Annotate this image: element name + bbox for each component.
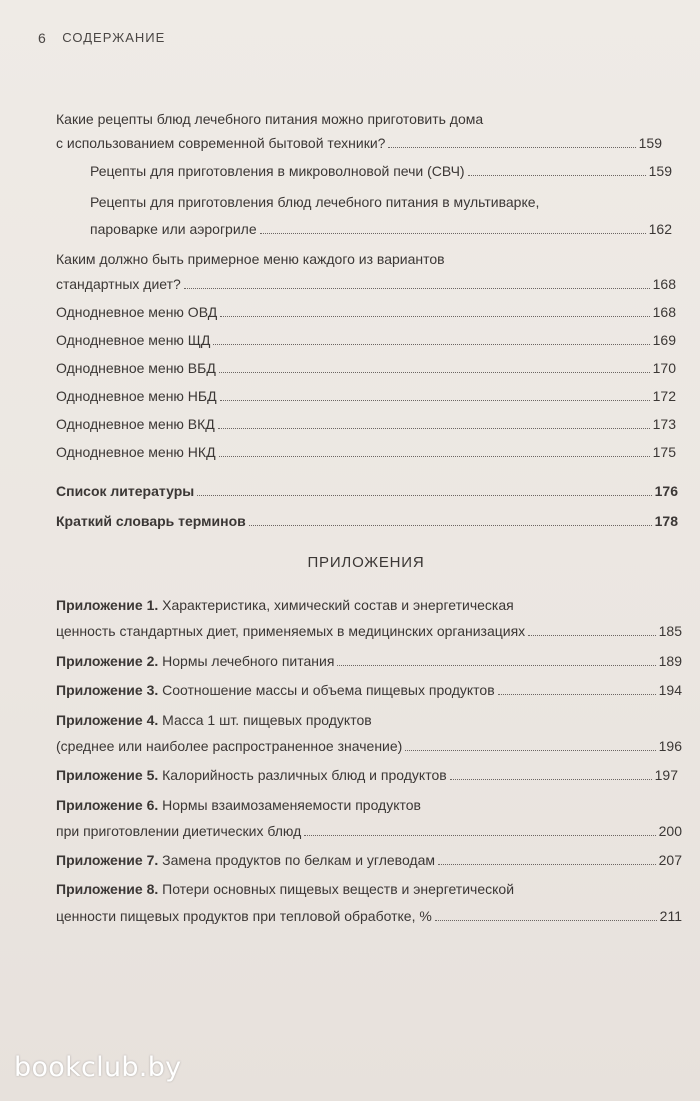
toc-entry-line: Какие рецепты блюд лечебного питания можно приготовить дома bbox=[56, 111, 484, 127]
appendix-label: Приложение 2. bbox=[56, 653, 159, 669]
appendix-title: ценности пищевых продуктов при тепловой обработке, % bbox=[56, 908, 432, 924]
toc-page-number: 189 bbox=[658, 653, 682, 669]
appendix-label: Приложение 7. bbox=[56, 852, 159, 868]
dot-leader bbox=[528, 635, 655, 636]
toc-entry[interactable] bbox=[90, 162, 672, 180]
toc-entry-title: Список литературы bbox=[56, 483, 195, 499]
appendix-title-text: Калорийность различных блюд и продуктов bbox=[158, 767, 447, 783]
toc-entry-menu-shd[interactable] bbox=[56, 331, 676, 349]
appendix-title: Характеристика, химический состав и энергетическая bbox=[158, 597, 514, 613]
toc-page-number: 162 bbox=[648, 221, 672, 237]
toc-entry-title: Рецепты для приготовления в микроволновой печи (СВЧ) bbox=[90, 163, 465, 179]
appendix-label: Приложение 8. bbox=[56, 881, 159, 897]
appendix-entry-line bbox=[56, 880, 514, 898]
toc-page-number: 185 bbox=[658, 623, 682, 639]
appendix-title-text: Нормы лечебного питания bbox=[158, 653, 335, 669]
toc-page-number: 178 bbox=[654, 513, 678, 529]
toc-page-number: 211 bbox=[659, 908, 682, 924]
dot-leader bbox=[184, 288, 650, 289]
appendix-title bbox=[56, 652, 334, 670]
toc-entry-menu-ovd[interactable] bbox=[56, 303, 676, 321]
dot-leader bbox=[249, 525, 652, 526]
toc-page-number: 159 bbox=[638, 135, 662, 151]
appendix-entry-6[interactable] bbox=[56, 822, 682, 840]
dot-leader bbox=[197, 495, 651, 496]
toc-page-number: 170 bbox=[652, 360, 676, 376]
toc-page-number: 207 bbox=[658, 852, 682, 868]
dot-leader bbox=[304, 835, 655, 836]
appendix-label: Приложение 4. bbox=[56, 712, 159, 728]
toc-entry-title: Однодневное меню ВБД bbox=[56, 360, 216, 376]
appendix-label: Приложение 1. bbox=[56, 597, 159, 613]
appendix-title-text: Замена продуктов по белкам и углеводам bbox=[158, 852, 436, 868]
toc-page-number: 168 bbox=[652, 304, 676, 320]
dot-leader bbox=[388, 147, 635, 148]
appendix-label: Приложение 6. bbox=[56, 797, 159, 813]
appendix-title: (среднее или наиболее распространенное значение) bbox=[56, 738, 403, 754]
toc-entry-menu-vbd[interactable] bbox=[56, 359, 676, 377]
toc-page-number: 172 bbox=[652, 388, 676, 404]
appendix-title: ценность стандартных диет, применяемых в медицинских организациях bbox=[56, 623, 526, 639]
page-number: 6 bbox=[38, 30, 47, 46]
toc-entry-title: Однодневное меню ЩД bbox=[56, 332, 211, 348]
appendix-label: Приложение 3. bbox=[56, 682, 159, 698]
appendix-entry-3[interactable] bbox=[56, 681, 682, 699]
toc-entry-title: Краткий словарь терминов bbox=[56, 513, 246, 529]
toc-entry-title: пароварке или аэрогриле bbox=[90, 221, 257, 237]
appendix-entry-7[interactable] bbox=[56, 851, 682, 869]
toc-entry[interactable] bbox=[56, 275, 676, 293]
toc-page-number: 196 bbox=[658, 738, 682, 754]
toc-entry[interactable] bbox=[56, 134, 662, 152]
toc-entry-title: с использованием современной бытовой техники? bbox=[56, 135, 386, 151]
appendix-entry-line bbox=[56, 596, 514, 614]
dot-leader bbox=[219, 372, 650, 373]
toc-entry-literature[interactable] bbox=[56, 482, 678, 500]
toc-entry-menu-nbd[interactable] bbox=[56, 387, 676, 405]
appendix-title bbox=[56, 851, 435, 869]
dot-leader bbox=[450, 779, 652, 780]
toc-page-number: 169 bbox=[652, 332, 676, 348]
appendix-entry-5[interactable] bbox=[56, 766, 678, 784]
dot-leader bbox=[405, 750, 655, 751]
appendix-entry-line bbox=[56, 796, 421, 814]
dot-leader bbox=[337, 665, 655, 666]
toc-page-number: 200 bbox=[658, 823, 682, 839]
dot-leader bbox=[218, 428, 650, 429]
appendix-title: Нормы взаимозаменяемости продуктов bbox=[158, 797, 421, 813]
appendix-title: Масса 1 шт. пищевых продуктов bbox=[158, 712, 372, 728]
dot-leader bbox=[438, 864, 656, 865]
toc-page-number: 197 bbox=[654, 767, 678, 783]
appendix-label: Приложение 5. bbox=[56, 767, 159, 783]
appendix-section-title: ПРИЛОЖЕНИЯ bbox=[307, 554, 425, 571]
site-watermark: bookclub.by bbox=[14, 1052, 182, 1083]
dot-leader bbox=[220, 316, 649, 317]
toc-entry-title: Однодневное меню НКД bbox=[56, 444, 216, 460]
appendix-title: при приготовлении диетических блюд bbox=[56, 823, 302, 839]
dot-leader bbox=[220, 400, 650, 401]
appendix-entry-8[interactable] bbox=[56, 907, 682, 925]
dot-leader bbox=[219, 456, 650, 457]
toc-entry-glossary[interactable] bbox=[56, 512, 678, 530]
toc-entry-menu-nkd[interactable] bbox=[56, 443, 676, 461]
toc-page-number: 194 bbox=[658, 682, 682, 698]
toc-entry[interactable] bbox=[90, 220, 672, 238]
appendix-entry-4[interactable] bbox=[56, 737, 682, 755]
dot-leader bbox=[468, 175, 646, 176]
toc-entry-title: Однодневное меню ВКД bbox=[56, 416, 215, 432]
toc-page-number: 175 bbox=[652, 444, 676, 460]
toc-entry-title: Однодневное меню НБД bbox=[56, 388, 217, 404]
appendix-title: Потери основных пищевых веществ и энергетической bbox=[158, 881, 515, 897]
appendix-entry-1[interactable] bbox=[56, 622, 682, 640]
page-title: СОДЕРЖАНИЕ bbox=[62, 30, 166, 45]
toc-page-number: 173 bbox=[652, 416, 676, 432]
toc-page-number: 159 bbox=[648, 163, 672, 179]
toc-page-number: 168 bbox=[652, 276, 676, 292]
toc-entry-title: стандартных диет? bbox=[56, 276, 181, 292]
appendix-entry-line bbox=[56, 711, 372, 729]
toc-entry-title: Однодневное меню ОВД bbox=[56, 304, 218, 320]
toc-page-number: 176 bbox=[654, 483, 678, 499]
toc-entry-menu-vkd[interactable] bbox=[56, 415, 676, 433]
toc-entry-line: Рецепты для приготовления блюд лечебного питания в мультиварке, bbox=[90, 194, 540, 210]
page-header bbox=[38, 30, 165, 46]
toc-entry-line: Каким должно быть примерное меню каждого из вариантов bbox=[56, 251, 445, 267]
appendix-title bbox=[56, 681, 495, 699]
dot-leader bbox=[213, 344, 649, 345]
appendix-entry-2[interactable] bbox=[56, 652, 682, 670]
appendix-title bbox=[56, 766, 447, 784]
appendix-title-text: Соотношение массы и объема пищевых продуктов bbox=[158, 682, 495, 698]
dot-leader bbox=[498, 694, 656, 695]
dot-leader bbox=[260, 233, 646, 234]
dot-leader bbox=[435, 920, 657, 921]
